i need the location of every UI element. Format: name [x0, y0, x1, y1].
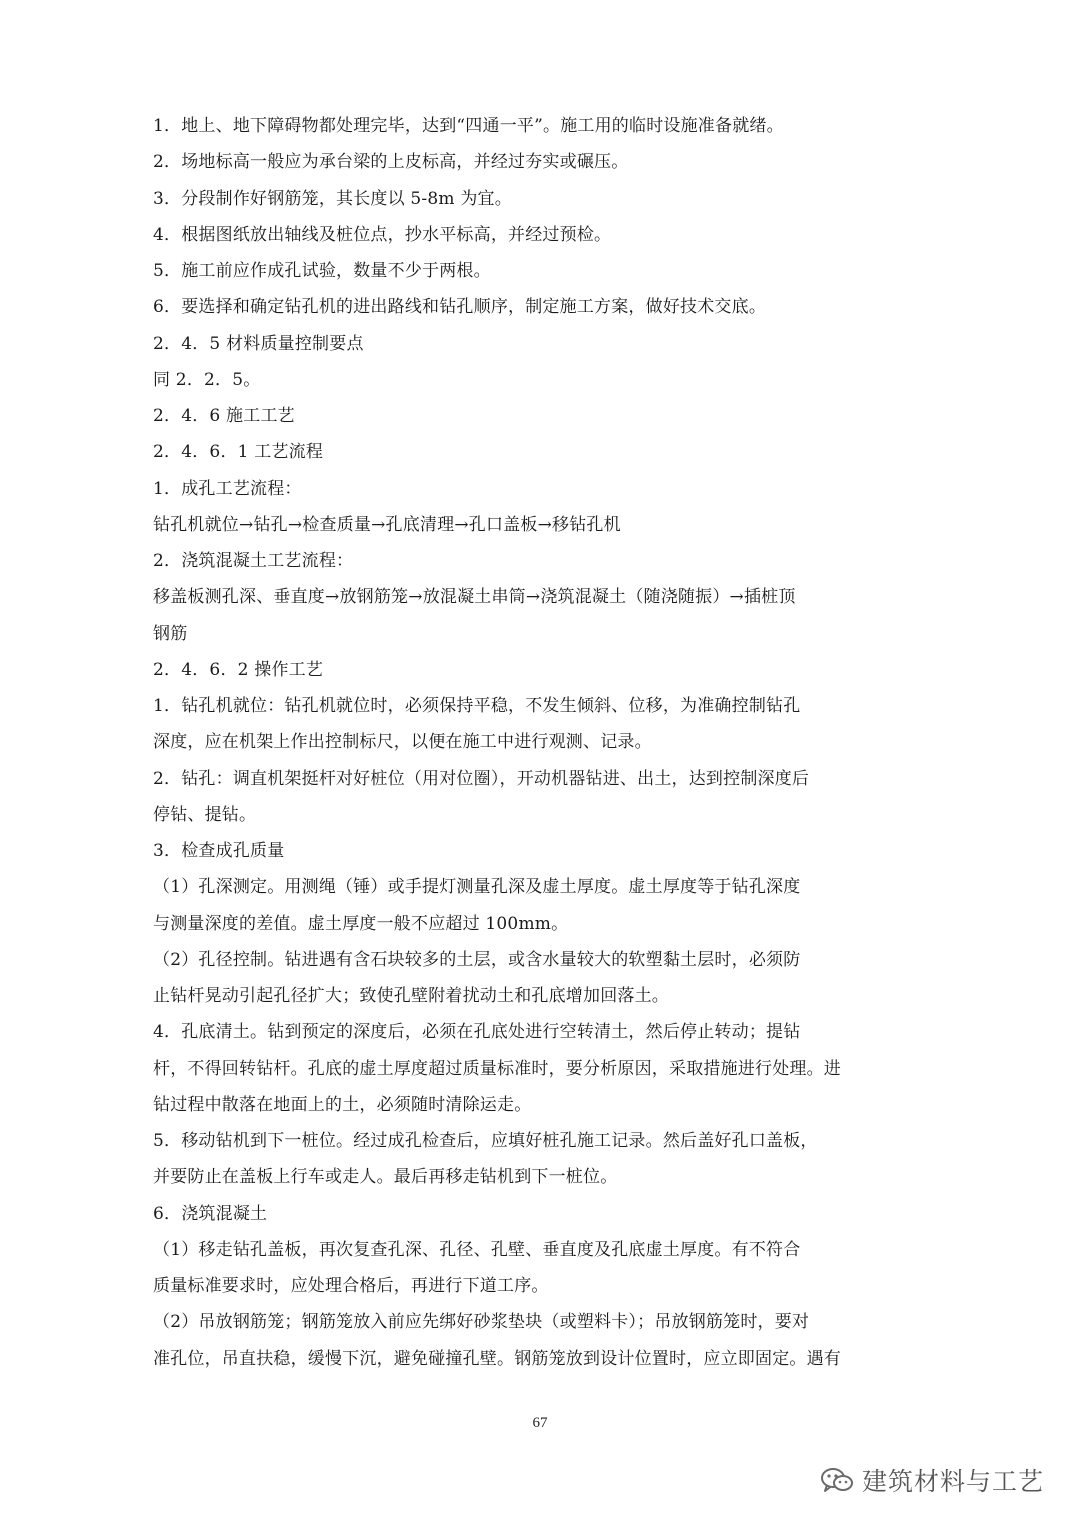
- wechat-icon: [820, 1466, 854, 1494]
- text-line: （1）移走钻孔盖板，再次复查孔深、孔径、孔壁、垂直度及孔底虚土厚度。有不符合: [153, 1239, 801, 1260]
- text-line: 钢筋: [153, 623, 188, 644]
- text-line: 4．根据图纸放出轴线及桩位点，抄水平标高，并经过预检。: [153, 224, 612, 245]
- text-line: 2．浇筑混凝土工艺流程：: [153, 551, 354, 571]
- text-line: 6．要选择和确定钻孔机的进出路线和钻孔顺序，制定施工方案，做好技术交底。: [153, 297, 767, 318]
- text-line: 移盖板测孔深、垂直度→放钢筋笼→放混凝土串筒→浇筑混凝土（随浇随振）→插桩顶: [153, 587, 796, 608]
- text-line: 3．分段制作好钢筋笼，其长度以 5-8m 为宜。: [153, 188, 512, 209]
- text-line: 钻孔机就位→钻孔→检查质量→孔底清理→孔口盖板→移钻孔机: [153, 514, 621, 535]
- watermark-text: 建筑材料与工艺: [861, 1467, 1044, 1496]
- text-line: 深度，应在机架上作出控制标尺，以便在施工中进行观测、记录。: [153, 732, 652, 753]
- text-line: 止钻杆晃动引起孔径扩大；致使孔壁附着扰动土和孔底增加回落土。: [153, 986, 669, 1006]
- text-line: 2．4．5 材料质量控制要点: [153, 333, 364, 354]
- text-line: 同 2．2．5。: [153, 369, 261, 390]
- text-line: 6．浇筑混凝土: [153, 1203, 268, 1224]
- text-line: （1）孔深测定。用测绳（锤）或手提灯测量孔深及虚土厚度。虚土厚度等于钻孔深度: [153, 877, 801, 898]
- text-line: 2．钻孔：调直机架挺杆对好桩位（用对位圈），开动机器钻进、出土，达到控制深度后: [153, 768, 810, 789]
- text-line: 准孔位，吊直扶稳，缓慢下沉，避免碰撞孔壁。钢筋笼放到设计位置时，应立即固定。遇有: [153, 1348, 841, 1369]
- document-body: [153, 108, 928, 1377]
- watermark: [820, 1462, 1044, 1498]
- text-line: 2．4．6 施工工艺: [153, 406, 295, 426]
- text-line: 2．4．6．2 操作工艺: [153, 659, 324, 680]
- text-line: 停钻、提钻。: [153, 804, 257, 825]
- text-line: 与测量深度的差值。虚土厚度一般不应超过 100mm。: [153, 913, 569, 934]
- text-line: （2）孔径控制。钻进遇有含石块较多的土层，或含水量较大的软塑黏土层时，必须防: [153, 949, 801, 970]
- text-line: 质量标准要求时，应处理合格后，再进行下道工序。: [153, 1276, 549, 1296]
- text-line: 4．孔底清土。钻到预定的深度后，必须在孔底处进行空转清土，然后停止转动；提钻: [153, 1022, 801, 1043]
- text-line: 并要防止在盖板上行车或走人。最后再移走钻机到下一桩位。: [153, 1167, 618, 1188]
- text-line: 3．检查成孔质量: [153, 841, 285, 861]
- text-line: （2）吊放钢筋笼；钢筋笼放入前应先绑好砂浆垫块（或塑料卡）；吊放钢筋笼时，要对: [153, 1312, 810, 1333]
- text-line: 2．4．6．1 工艺流程: [153, 442, 324, 463]
- text-line: 1．成孔工艺流程：: [153, 478, 302, 499]
- text-line: 5．移动钻机到下一桩位。经过成孔检查后，应填好桩孔施工记录。然后盖好孔口盖板，: [153, 1131, 818, 1151]
- text-line: 5．施工前应作成孔试验，数量不少于两根。: [153, 261, 491, 281]
- page-number: 67: [532, 1415, 548, 1431]
- text-line: 杆，不得回转钻杆。孔底的虚土厚度超过质量标准时，要分析原因，采取措施进行处理。进: [153, 1058, 841, 1079]
- text-line: 钻过程中散落在地面上的土，必须随时清除运走。: [153, 1094, 532, 1115]
- text-line: 1．钻孔机就位：钻孔机就位时，必须保持平稳，不发生倾斜、位移，为准确控制钻孔: [153, 696, 801, 716]
- text-line: 1．地上、地下障碍物都处理完毕，达到“四通一平”。施工用的临时设施准备就绪。: [153, 116, 784, 136]
- text-line: 2．场地标高一般应为承台梁的上皮标高，并经过夯实或碾压。: [153, 152, 629, 173]
